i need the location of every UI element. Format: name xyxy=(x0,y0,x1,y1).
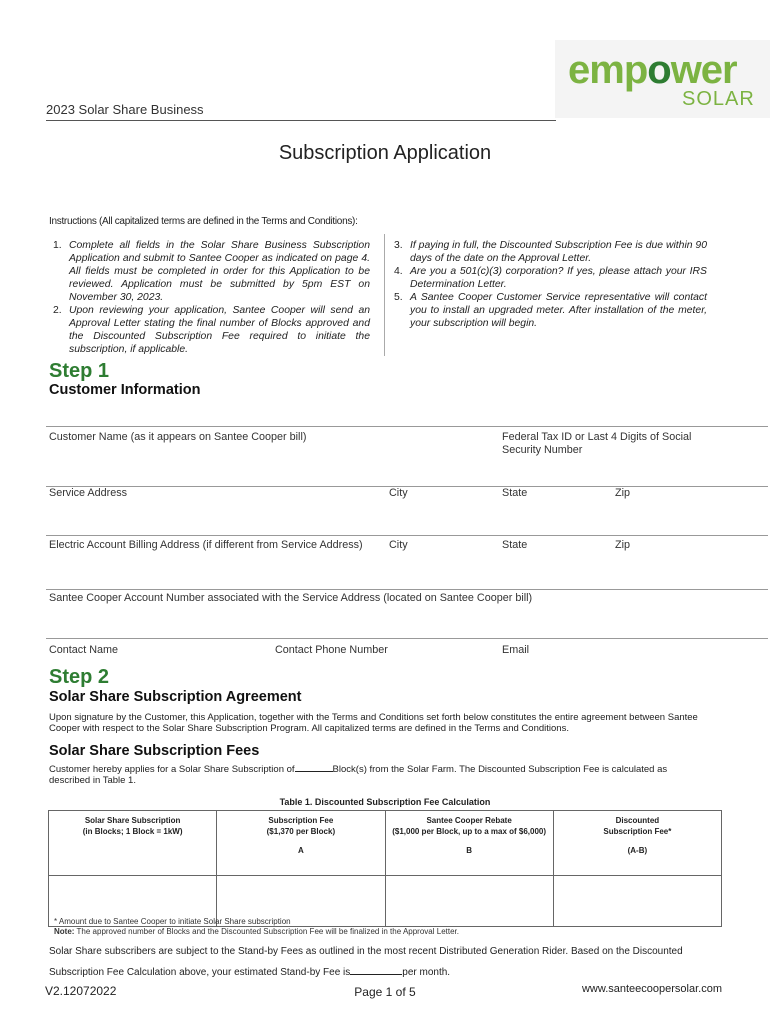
service-state-field[interactable]: State xyxy=(502,487,528,499)
billing-state-field[interactable]: State xyxy=(502,539,528,551)
footer-url-link[interactable]: www.santeecoopersolar.com xyxy=(581,983,722,995)
blocks-blank[interactable] xyxy=(295,762,333,772)
standby-text-line2: Subscription Fee Calculation above, your estimated Stand-by Fee is per month. xyxy=(49,964,450,978)
page-number: Page 1 of 5 xyxy=(354,985,416,999)
fees-heading: Solar Share Subscription Fees xyxy=(49,743,260,759)
billing-address-field[interactable]: Electric Account Billing Address (if different from Service Address) xyxy=(49,539,363,551)
table-header-cell: Solar Share Subscription (in Blocks; 1 Block = 1kW) xyxy=(49,811,217,876)
standby-fee-blank[interactable] xyxy=(350,964,402,975)
tax-id-field[interactable]: Federal Tax ID or Last 4 Digits of Social Security Number xyxy=(502,431,692,456)
agreement-text: Upon signature by the Customer, this Application, together with the Terms and Conditions set forth below constitutes the entire agreement between Santee Cooper with respect to the Solar Share Subscription Program. All capitalized terms are defined in the Terms and Conditions. xyxy=(49,712,698,734)
instruction-item: 1. Complete all fields in the Solar Share Business Subscription Application and submit to Santee Cooper as indicated on page 4. All fields must be completed in order for this Application to be reviewed. Application must be submitted by 5pm EST on November 30, 2023. xyxy=(53,240,370,303)
form-rule xyxy=(46,638,768,639)
contact-phone-field[interactable]: Contact Phone Number xyxy=(275,644,388,656)
footnote-note: Note: The approved number of Blocks and the Discounted Subscription Fee will be finalized in the Approval Letter. xyxy=(54,927,459,936)
instructions-divider xyxy=(384,234,385,356)
table-title: Table 1. Discounted Subscription Fee Calculation xyxy=(279,797,491,807)
footnote-star: * Amount due to Santee Cooper to initiate Solar Share subscription xyxy=(54,917,291,926)
table-header-cell: Santee Cooper Rebate ($1,000 per Block, up to a max of $6,000) B xyxy=(385,811,553,876)
service-city-field[interactable]: City xyxy=(389,487,408,499)
header-divider xyxy=(46,120,556,121)
account-number-field[interactable]: Santee Cooper Account Number associated with the Service Address (located on Santee Cooper bill) xyxy=(49,592,533,604)
form-rule xyxy=(46,589,768,590)
step2-label: Step 2 xyxy=(49,666,110,688)
billing-zip-field[interactable]: Zip xyxy=(615,539,630,551)
fee-calculation-table xyxy=(48,810,722,927)
instruction-item: 3. If paying in full, the Discounted Subscription Fee is due within 90 days of the date on the Approval Letter. xyxy=(394,240,707,264)
contact-name-field[interactable]: Contact Name xyxy=(49,644,119,656)
agreement-heading: Solar Share Subscription Agreement xyxy=(49,689,302,705)
service-zip-field[interactable]: Zip xyxy=(615,487,630,499)
instruction-item: 5. A Santee Cooper Customer Service representative will contact you to install an upgraded meter. After installation of the meter, your subscription will begin. xyxy=(394,292,707,329)
billing-city-field[interactable]: City xyxy=(389,539,408,551)
form-rule xyxy=(46,535,768,536)
instructions-list-left xyxy=(53,239,370,356)
instruction-item: 2. Upon reviewing your application, Santee Cooper will send an Approval Letter stating the final number of Blocks approved and the Discounted Subscription Fee required to initiate the subscription, if applicable. xyxy=(53,305,370,355)
step1-label: Step 1 xyxy=(49,360,110,382)
email-field[interactable]: Email xyxy=(502,644,529,656)
table-header-cell: Subscription Fee ($1,370 per Block) A xyxy=(217,811,385,876)
version-number: V2.12072022 xyxy=(45,984,117,998)
empower-logo: empower xyxy=(568,48,737,92)
instruction-item: 4. Are you a 501(c)(3) corporation? If yes, please attach your IRS Determination Letter. xyxy=(394,266,707,290)
service-address-field[interactable]: Service Address xyxy=(49,487,128,499)
customer-name-field[interactable]: Customer Name (as it appears on Santee Cooper bill) xyxy=(49,431,307,443)
page-title: Subscription Application xyxy=(278,142,492,164)
form-rule xyxy=(46,426,768,427)
logo-solar-text: SOLAR xyxy=(682,88,755,110)
table-header-cell: Discounted Subscription Fee* (A-B) xyxy=(553,811,721,876)
discounted-fee-input-cell[interactable] xyxy=(553,876,721,927)
instructions-list-right xyxy=(394,239,707,330)
fees-text: Customer hereby applies for a Solar Share Subscription of Block(s) from the Solar Farm. The Discounted Subscription Fee is calculated as described in Table 1. xyxy=(49,764,668,786)
customer-info-heading: Customer Information xyxy=(49,382,201,398)
business-heading: 2023 Solar Share Business xyxy=(46,102,204,117)
rebate-input-cell[interactable] xyxy=(385,876,553,927)
instructions-heading: Instructions (All capitalized terms are defined in the Terms and Conditions): xyxy=(49,216,358,227)
standby-text-line1: Solar Share subscribers are subject to the Stand-by Fees as outlined in the most recent Distributed Generation Rider. Based on the Discounted xyxy=(49,946,683,957)
